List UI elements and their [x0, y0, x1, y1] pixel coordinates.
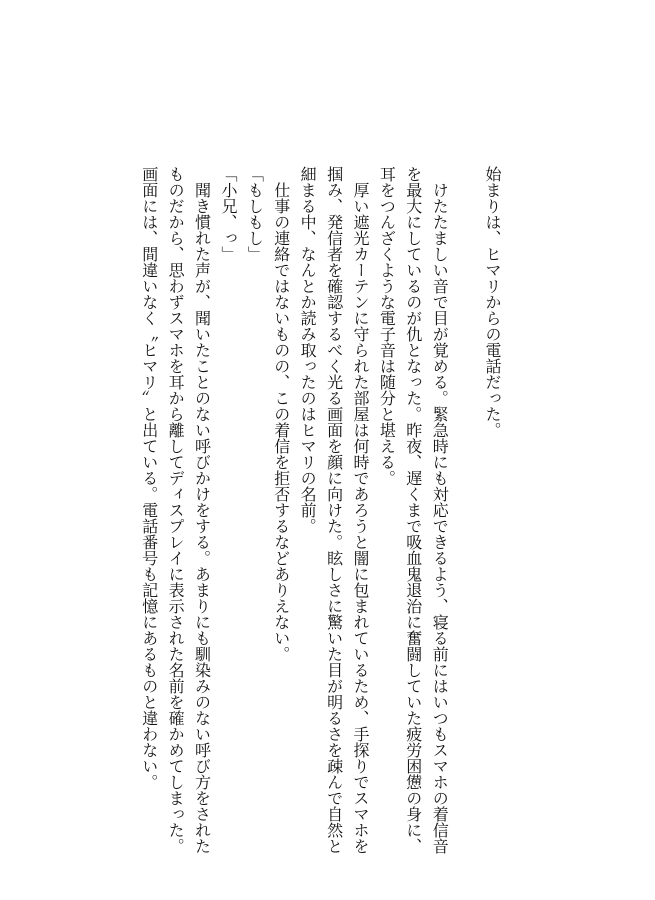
- paragraph: 聞き慣れた声が、聞いたことのない呼びかけをする。あまりにも馴染みのない呼び方をされたものだから、思わずスマホを耳から離してディスプレイに表示された名前を確かめてしまった。画面には、間違いなく〝ヒマリ〟と出ている。電話番号も記憶にあるものと違わない。: [139, 166, 212, 854]
- chapter-opening-line: 始まりは、ヒマリからの電話だった。: [483, 166, 502, 438]
- dialogue-line: 「小兄、っ」: [218, 166, 238, 262]
- paragraph: 厚い遮光カーテンに守られた部屋は何時であろうと闇に包まれているため、手探りでスマホを掴み、発信者を確認するべく光る画面を顔に向けた。眩しさに驚いた目が明るさを疎んで自然と細まる中、なんとか読み取ったのはヒマリの名前。: [298, 166, 370, 854]
- vertical-text-block: [135, 166, 505, 866]
- paragraph: 仕事の連絡ではないものの、この着信を拒否するなどありえない。: [271, 182, 291, 662]
- dialogue-line: 「もしもし」: [245, 166, 265, 262]
- paragraph: けたたましい音で目が覚める。緊急時にも対応できるよう、寝る前にはいつもスマホの着信音を最大にしているのが仇となった。昨夜、遅くまで吸血鬼退治に奮闘していた疲労困憊の身に、耳をつんざくような電子音は随分と堪える。: [377, 166, 450, 854]
